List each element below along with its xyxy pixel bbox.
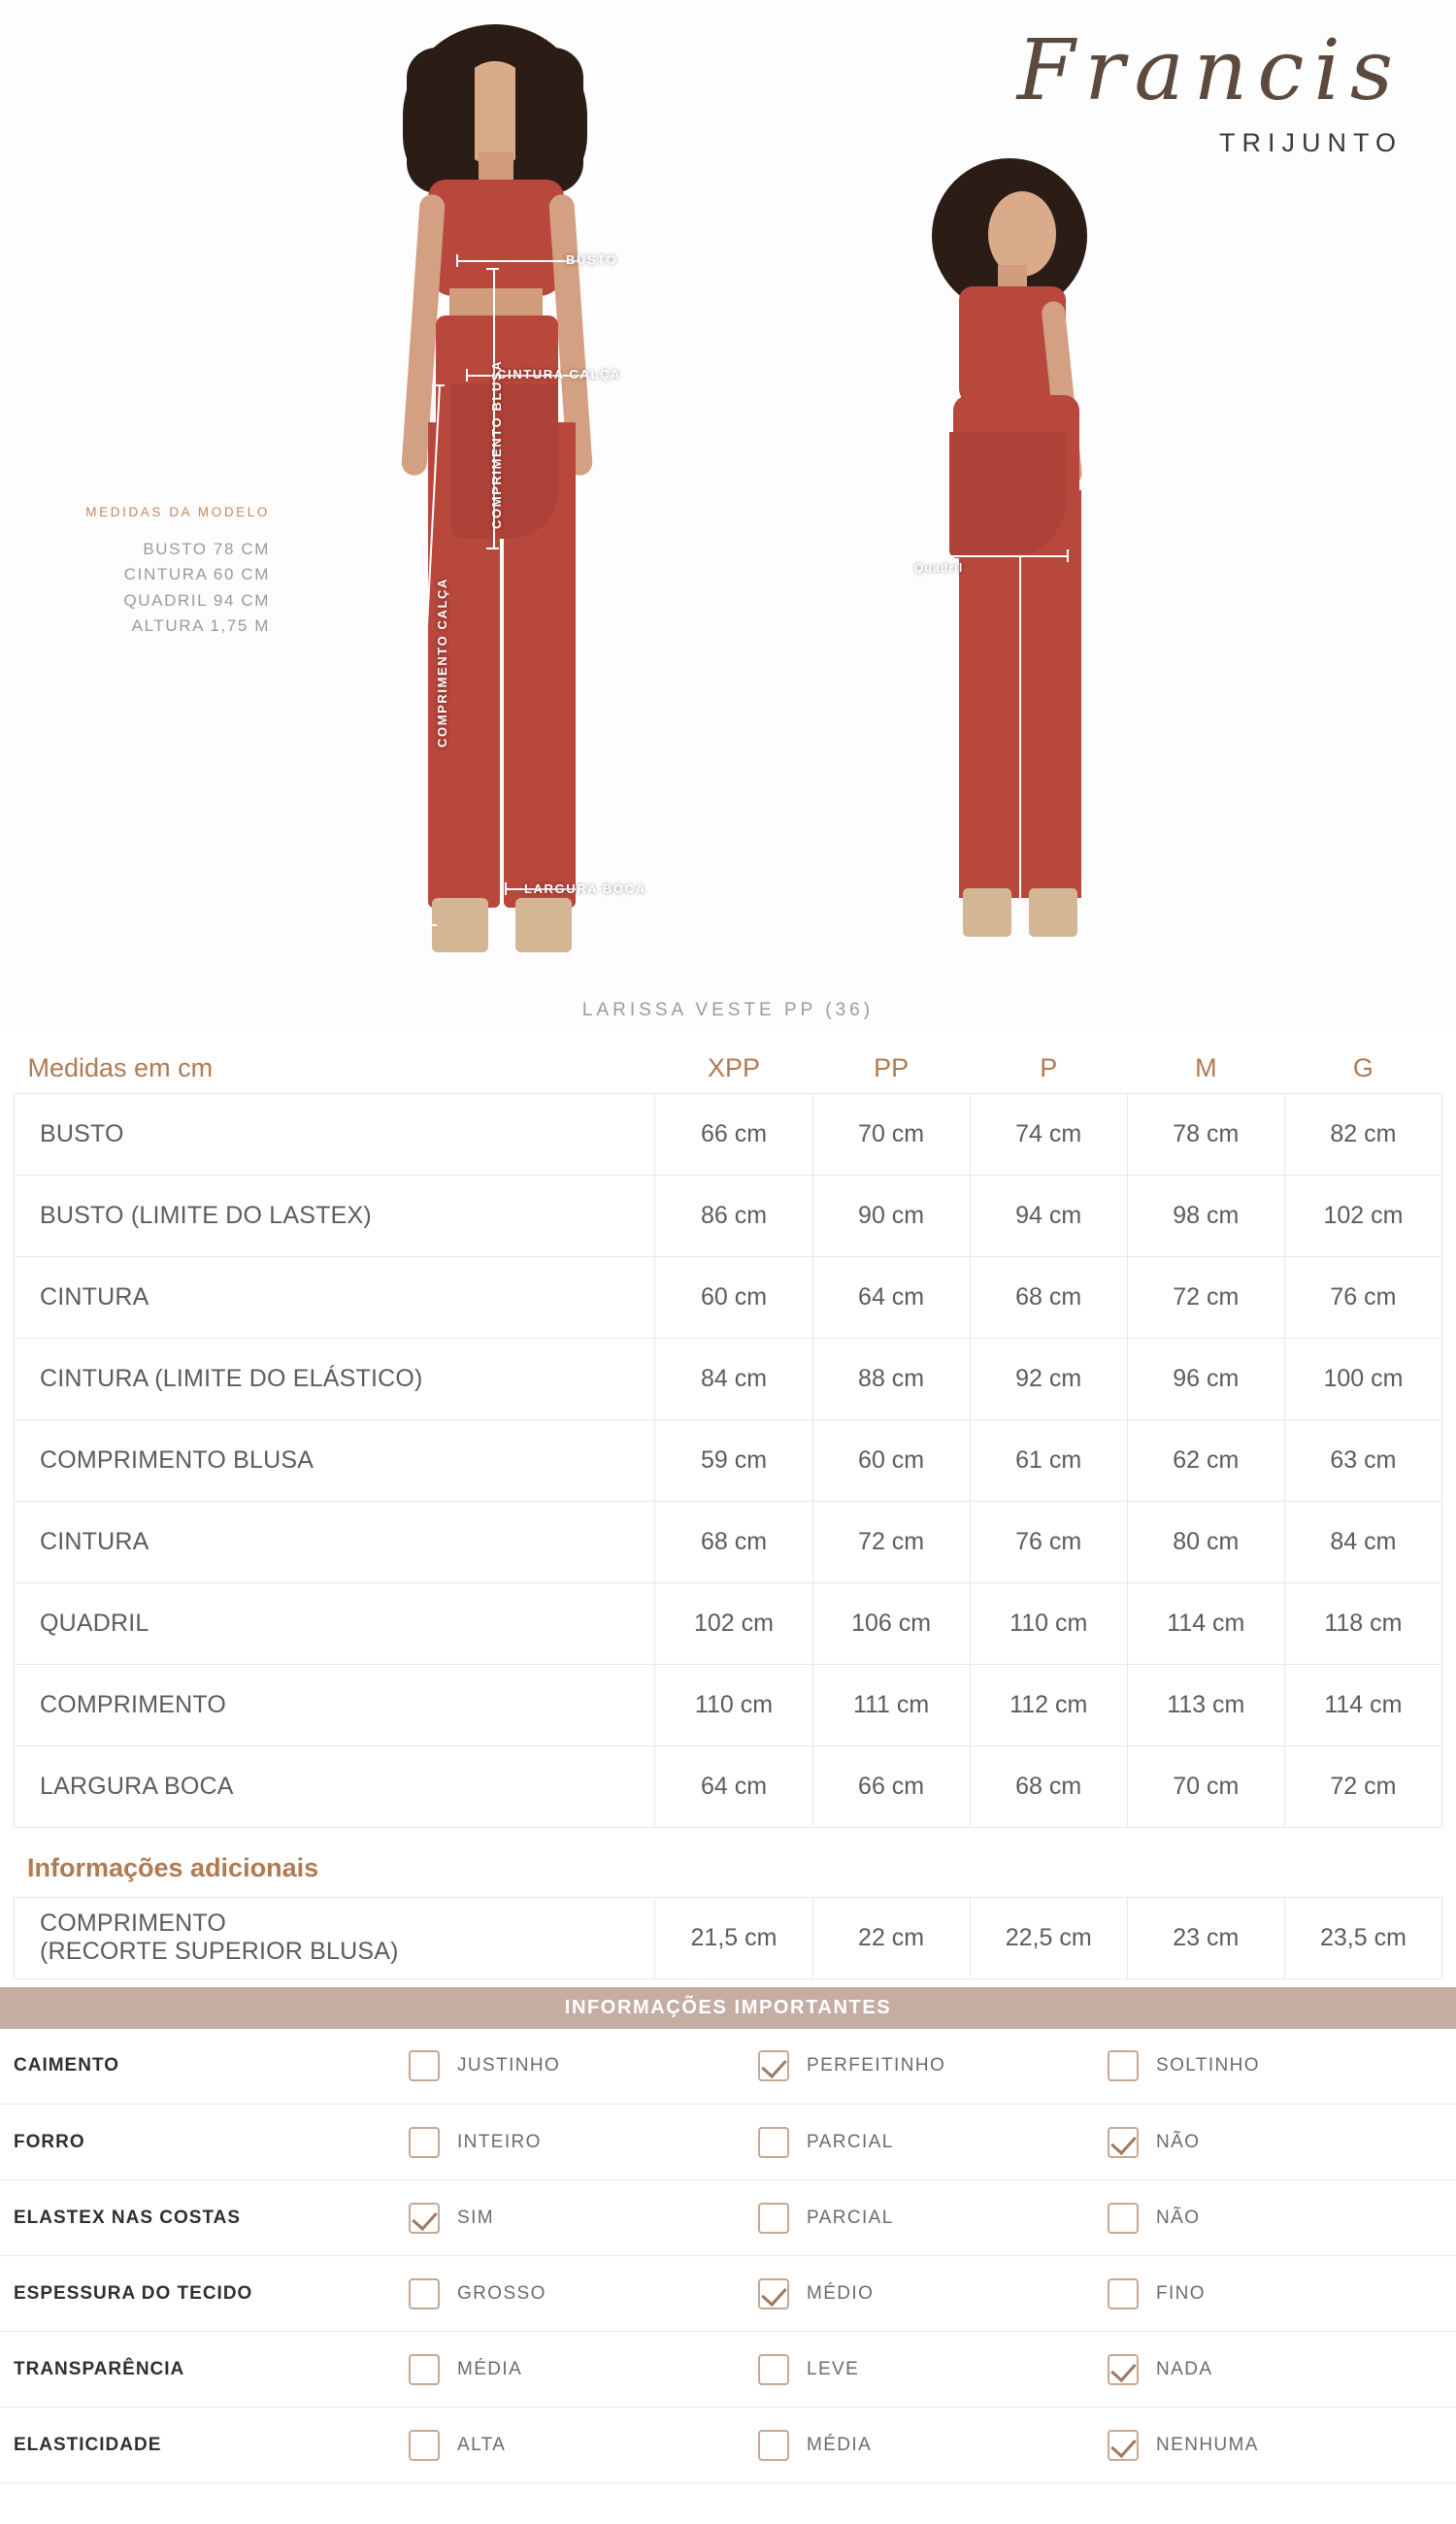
option-label: NÃO bbox=[1156, 2207, 1201, 2228]
size-header-g: G bbox=[1352, 1052, 1373, 1082]
option-cell bbox=[408, 2408, 757, 2483]
row-label: COMPRIMENTO BLUSA bbox=[15, 1419, 655, 1501]
table-row bbox=[15, 1175, 1442, 1256]
annotation-cintura-calca-label: CINTURA CALÇA bbox=[497, 367, 621, 382]
cell-value: 23,5 cm bbox=[1284, 1897, 1441, 1978]
cell-value: 100 cm bbox=[1284, 1338, 1441, 1419]
option-label: INTEIRO bbox=[457, 2131, 542, 2152]
cell-value: 76 cm bbox=[970, 1501, 1127, 1582]
garment-top-front bbox=[428, 180, 564, 296]
option-cell bbox=[757, 2029, 1107, 2105]
table-row bbox=[0, 2180, 1456, 2256]
row-label-forro: FORRO bbox=[0, 2105, 408, 2180]
option-cell bbox=[1107, 2105, 1456, 2180]
checkbox-perfeitinho[interactable] bbox=[758, 2050, 789, 2081]
cell-value: 110 cm bbox=[970, 1582, 1127, 1664]
cell-value: 92 cm bbox=[970, 1338, 1127, 1419]
model-hair-right bbox=[515, 48, 583, 193]
model-measurements bbox=[47, 505, 270, 639]
table-row bbox=[15, 1093, 1442, 1175]
cell-value: 72 cm bbox=[812, 1501, 970, 1582]
option-label: LEVE bbox=[807, 2358, 860, 2379]
option-cell bbox=[1107, 2408, 1456, 2483]
option-label: ALTA bbox=[457, 2434, 507, 2455]
table-row bbox=[15, 1897, 1442, 1978]
model-hair-left bbox=[407, 48, 475, 193]
option-label: JUSTINHO bbox=[457, 2055, 561, 2076]
cell-value: 112 cm bbox=[970, 1664, 1127, 1745]
row-label: BUSTO (LIMITE DO LASTEX) bbox=[15, 1175, 655, 1256]
additional-info-table bbox=[14, 1897, 1442, 1979]
row-label: CINTURA bbox=[15, 1256, 655, 1338]
row-label-elasticidade: ELASTICIDADE bbox=[0, 2408, 408, 2483]
cell-value: 62 cm bbox=[1127, 1419, 1284, 1501]
option-cell bbox=[408, 2256, 757, 2332]
row-label: CINTURA (LIMITE DO ELÁSTICO) bbox=[15, 1338, 655, 1419]
brand-name: Francis bbox=[1016, 22, 1403, 119]
annotation-quadril-label: Quadril bbox=[914, 561, 964, 575]
checkbox-soltinho[interactable] bbox=[1108, 2050, 1139, 2081]
cell-value: 88 cm bbox=[812, 1338, 970, 1419]
table-row bbox=[15, 1419, 1442, 1501]
cell-value: 90 cm bbox=[812, 1175, 970, 1256]
cell-value: 78 cm bbox=[1127, 1093, 1284, 1175]
cell-value: 118 cm bbox=[1284, 1582, 1441, 1664]
size-header-pp: PP bbox=[874, 1052, 910, 1082]
cell-value: 84 cm bbox=[655, 1338, 812, 1419]
model-measure-busto: BUSTO 78 CM bbox=[143, 540, 270, 558]
model-face-back bbox=[988, 191, 1056, 277]
checkbox-elasticidade-media[interactable] bbox=[758, 2430, 789, 2461]
checkbox-justinho[interactable] bbox=[409, 2050, 440, 2081]
brand-block bbox=[1016, 22, 1403, 158]
cell-value: 84 cm bbox=[1284, 1501, 1441, 1582]
cell-value: 59 cm bbox=[655, 1419, 812, 1501]
option-label: MÉDIA bbox=[807, 2434, 873, 2455]
table-row bbox=[15, 1745, 1442, 1827]
annotation-comprimento-calca-label: COMPRIMENTO CALÇA bbox=[435, 577, 449, 747]
option-label: FINO bbox=[1156, 2282, 1206, 2304]
option-label: MÉDIO bbox=[807, 2282, 875, 2304]
cell-value: 68 cm bbox=[970, 1745, 1127, 1827]
model-measure-altura: ALTURA 1,75 M bbox=[131, 616, 270, 636]
cell-value: 94 cm bbox=[970, 1175, 1127, 1256]
checkbox-transparencia-leve[interactable] bbox=[758, 2354, 789, 2385]
row-label-line1: COMPRIMENTO bbox=[40, 1910, 227, 1938]
option-cell bbox=[1107, 2256, 1456, 2332]
table-row bbox=[0, 2332, 1456, 2408]
row-label-line2: (RECORTE SUPERIOR BLUSA) bbox=[40, 1938, 399, 1965]
cell-value: 64 cm bbox=[655, 1745, 812, 1827]
row-label-espessura: ESPESSURA DO TECIDO bbox=[0, 2256, 408, 2332]
cell-value: 74 cm bbox=[970, 1093, 1127, 1175]
option-cell bbox=[757, 2180, 1107, 2256]
model-measurements-title: MEDIDAS DA MODELO bbox=[85, 505, 270, 519]
model-measure-quadril: QUADRIL 94 CM bbox=[123, 590, 270, 610]
table-row bbox=[15, 1338, 1442, 1419]
annotation-largura-boca-label: LARGURA BOCA bbox=[524, 881, 646, 896]
important-info-table bbox=[0, 2029, 1456, 2484]
model-photo-back bbox=[874, 141, 1155, 976]
table-row bbox=[0, 2105, 1456, 2180]
table-row bbox=[15, 1664, 1442, 1745]
option-label: PERFEITINHO bbox=[807, 2055, 946, 2076]
table-row bbox=[15, 1582, 1442, 1664]
table-row bbox=[0, 2408, 1456, 2483]
row-label: QUADRIL bbox=[15, 1582, 655, 1664]
model-shoe-back-left bbox=[963, 888, 1011, 937]
option-cell bbox=[1107, 2180, 1456, 2256]
additional-info-title: Informações adicionais bbox=[27, 1852, 319, 1882]
table-row bbox=[0, 2029, 1456, 2105]
checkbox-elasticidade-nenhuma[interactable] bbox=[1108, 2430, 1139, 2461]
size-header-m: M bbox=[1195, 1052, 1217, 1082]
cell-value: 80 cm bbox=[1127, 1501, 1284, 1582]
cell-value: 60 cm bbox=[655, 1256, 812, 1338]
cell-value: 61 cm bbox=[970, 1419, 1127, 1501]
annotation-comprimento-blusa-label: COMPRIMENTO BLUSA bbox=[489, 359, 504, 529]
cell-value: 70 cm bbox=[1127, 1745, 1284, 1827]
cell-value: 22 cm bbox=[812, 1897, 970, 1978]
size-table-header-row bbox=[15, 1029, 1442, 1093]
option-label: MÉDIA bbox=[457, 2358, 523, 2379]
option-cell bbox=[408, 2029, 757, 2105]
cell-value: 114 cm bbox=[1127, 1582, 1284, 1664]
model-measure-cintura: CINTURA 60 CM bbox=[123, 565, 270, 584]
cell-value: 113 cm bbox=[1127, 1664, 1284, 1745]
annotation-busto-label: BUSTO bbox=[566, 252, 618, 267]
cell-value: 63 cm bbox=[1284, 1419, 1441, 1501]
option-label: SIM bbox=[457, 2207, 494, 2228]
option-label: SOLTINHO bbox=[1156, 2055, 1260, 2076]
cell-value: 68 cm bbox=[655, 1501, 812, 1582]
cell-value: 110 cm bbox=[655, 1664, 812, 1745]
checkbox-elastex-sim[interactable] bbox=[409, 2203, 440, 2234]
checkbox-espessura-medio[interactable] bbox=[758, 2278, 789, 2309]
cell-value: 70 cm bbox=[812, 1093, 970, 1175]
cell-value: 60 cm bbox=[812, 1419, 970, 1501]
cell-value: 72 cm bbox=[1284, 1745, 1441, 1827]
row-label-elastex: ELASTEX NAS COSTAS bbox=[0, 2180, 408, 2256]
cell-value: 66 cm bbox=[655, 1093, 812, 1175]
model-shoe-left bbox=[432, 898, 488, 952]
option-cell bbox=[408, 2105, 757, 2180]
checkbox-forro-parcial[interactable] bbox=[758, 2127, 789, 2158]
checkbox-elastex-parcial[interactable] bbox=[758, 2203, 789, 2234]
cell-value: 68 cm bbox=[970, 1256, 1127, 1338]
table-row bbox=[0, 2256, 1456, 2332]
model-shoe-right bbox=[515, 898, 572, 952]
row-label: CINTURA bbox=[15, 1501, 655, 1582]
cell-value: 96 cm bbox=[1127, 1338, 1284, 1419]
table-row bbox=[15, 1256, 1442, 1338]
cell-value: 22,5 cm bbox=[970, 1897, 1127, 1978]
option-cell bbox=[757, 2332, 1107, 2408]
hero-section bbox=[0, 0, 1456, 1029]
checkbox-elasticidade-alta[interactable] bbox=[409, 2430, 440, 2461]
cell-value: 66 cm bbox=[812, 1745, 970, 1827]
garment-sash-back bbox=[949, 432, 1066, 558]
option-label: PARCIAL bbox=[807, 2207, 894, 2228]
row-label-caimento: CAIMENTO bbox=[0, 2029, 408, 2105]
cell-value: 21,5 cm bbox=[655, 1897, 812, 1978]
checkbox-transparencia-nada[interactable] bbox=[1108, 2354, 1139, 2385]
cell-value: 102 cm bbox=[655, 1582, 812, 1664]
option-cell bbox=[1107, 2332, 1456, 2408]
checkbox-elastex-nao[interactable] bbox=[1108, 2203, 1139, 2234]
cell-value: 114 cm bbox=[1284, 1664, 1441, 1745]
cell-value: 111 cm bbox=[812, 1664, 970, 1745]
option-label: NENHUMA bbox=[1156, 2434, 1259, 2455]
size-header-xpp: XPP bbox=[707, 1052, 760, 1082]
row-label: BUSTO bbox=[15, 1093, 655, 1175]
size-table-section bbox=[0, 1029, 1456, 1979]
row-label bbox=[15, 1897, 655, 1978]
row-label: COMPRIMENTO bbox=[15, 1664, 655, 1745]
garment-sash-front bbox=[451, 383, 558, 539]
model-shoe-back-right bbox=[1029, 888, 1077, 937]
cell-value: 98 cm bbox=[1127, 1175, 1284, 1256]
option-cell bbox=[757, 2256, 1107, 2332]
cell-value: 76 cm bbox=[1284, 1256, 1441, 1338]
table-row bbox=[15, 1501, 1442, 1582]
option-cell bbox=[757, 2408, 1107, 2483]
size-table bbox=[14, 1029, 1442, 1828]
option-cell bbox=[757, 2105, 1107, 2180]
cell-value: 23 cm bbox=[1127, 1897, 1284, 1978]
row-label-transparencia: TRANSPARÊNCIA bbox=[0, 2332, 408, 2408]
checkbox-espessura-fino[interactable] bbox=[1108, 2278, 1139, 2309]
checkbox-espessura-grosso[interactable] bbox=[409, 2278, 440, 2309]
size-table-header-label: Medidas em cm bbox=[27, 1052, 214, 1082]
model-caption: LARISSA VESTE PP (36) bbox=[581, 1000, 875, 1020]
checkbox-forro-nao[interactable] bbox=[1108, 2127, 1139, 2158]
option-cell bbox=[408, 2332, 757, 2408]
brand-subtitle: TRIJUNTO bbox=[1219, 128, 1403, 157]
cell-value: 86 cm bbox=[655, 1175, 812, 1256]
checkbox-forro-inteiro[interactable] bbox=[409, 2127, 440, 2158]
cell-value: 82 cm bbox=[1284, 1093, 1441, 1175]
option-cell bbox=[408, 2180, 757, 2256]
option-cell bbox=[1107, 2029, 1456, 2105]
option-label: PARCIAL bbox=[807, 2131, 894, 2152]
option-label: NADA bbox=[1156, 2358, 1213, 2379]
cell-value: 106 cm bbox=[812, 1582, 970, 1664]
important-info-banner: INFORMAÇÕES IMPORTANTES bbox=[0, 1987, 1456, 2029]
size-header-p: P bbox=[1040, 1052, 1058, 1082]
cell-value: 72 cm bbox=[1127, 1256, 1284, 1338]
option-label: NÃO bbox=[1156, 2131, 1201, 2152]
cell-value: 64 cm bbox=[812, 1256, 970, 1338]
option-label: GROSSO bbox=[457, 2282, 546, 2304]
cell-value: 102 cm bbox=[1284, 1175, 1441, 1256]
row-label: LARGURA BOCA bbox=[15, 1745, 655, 1827]
checkbox-transparencia-media[interactable] bbox=[409, 2354, 440, 2385]
